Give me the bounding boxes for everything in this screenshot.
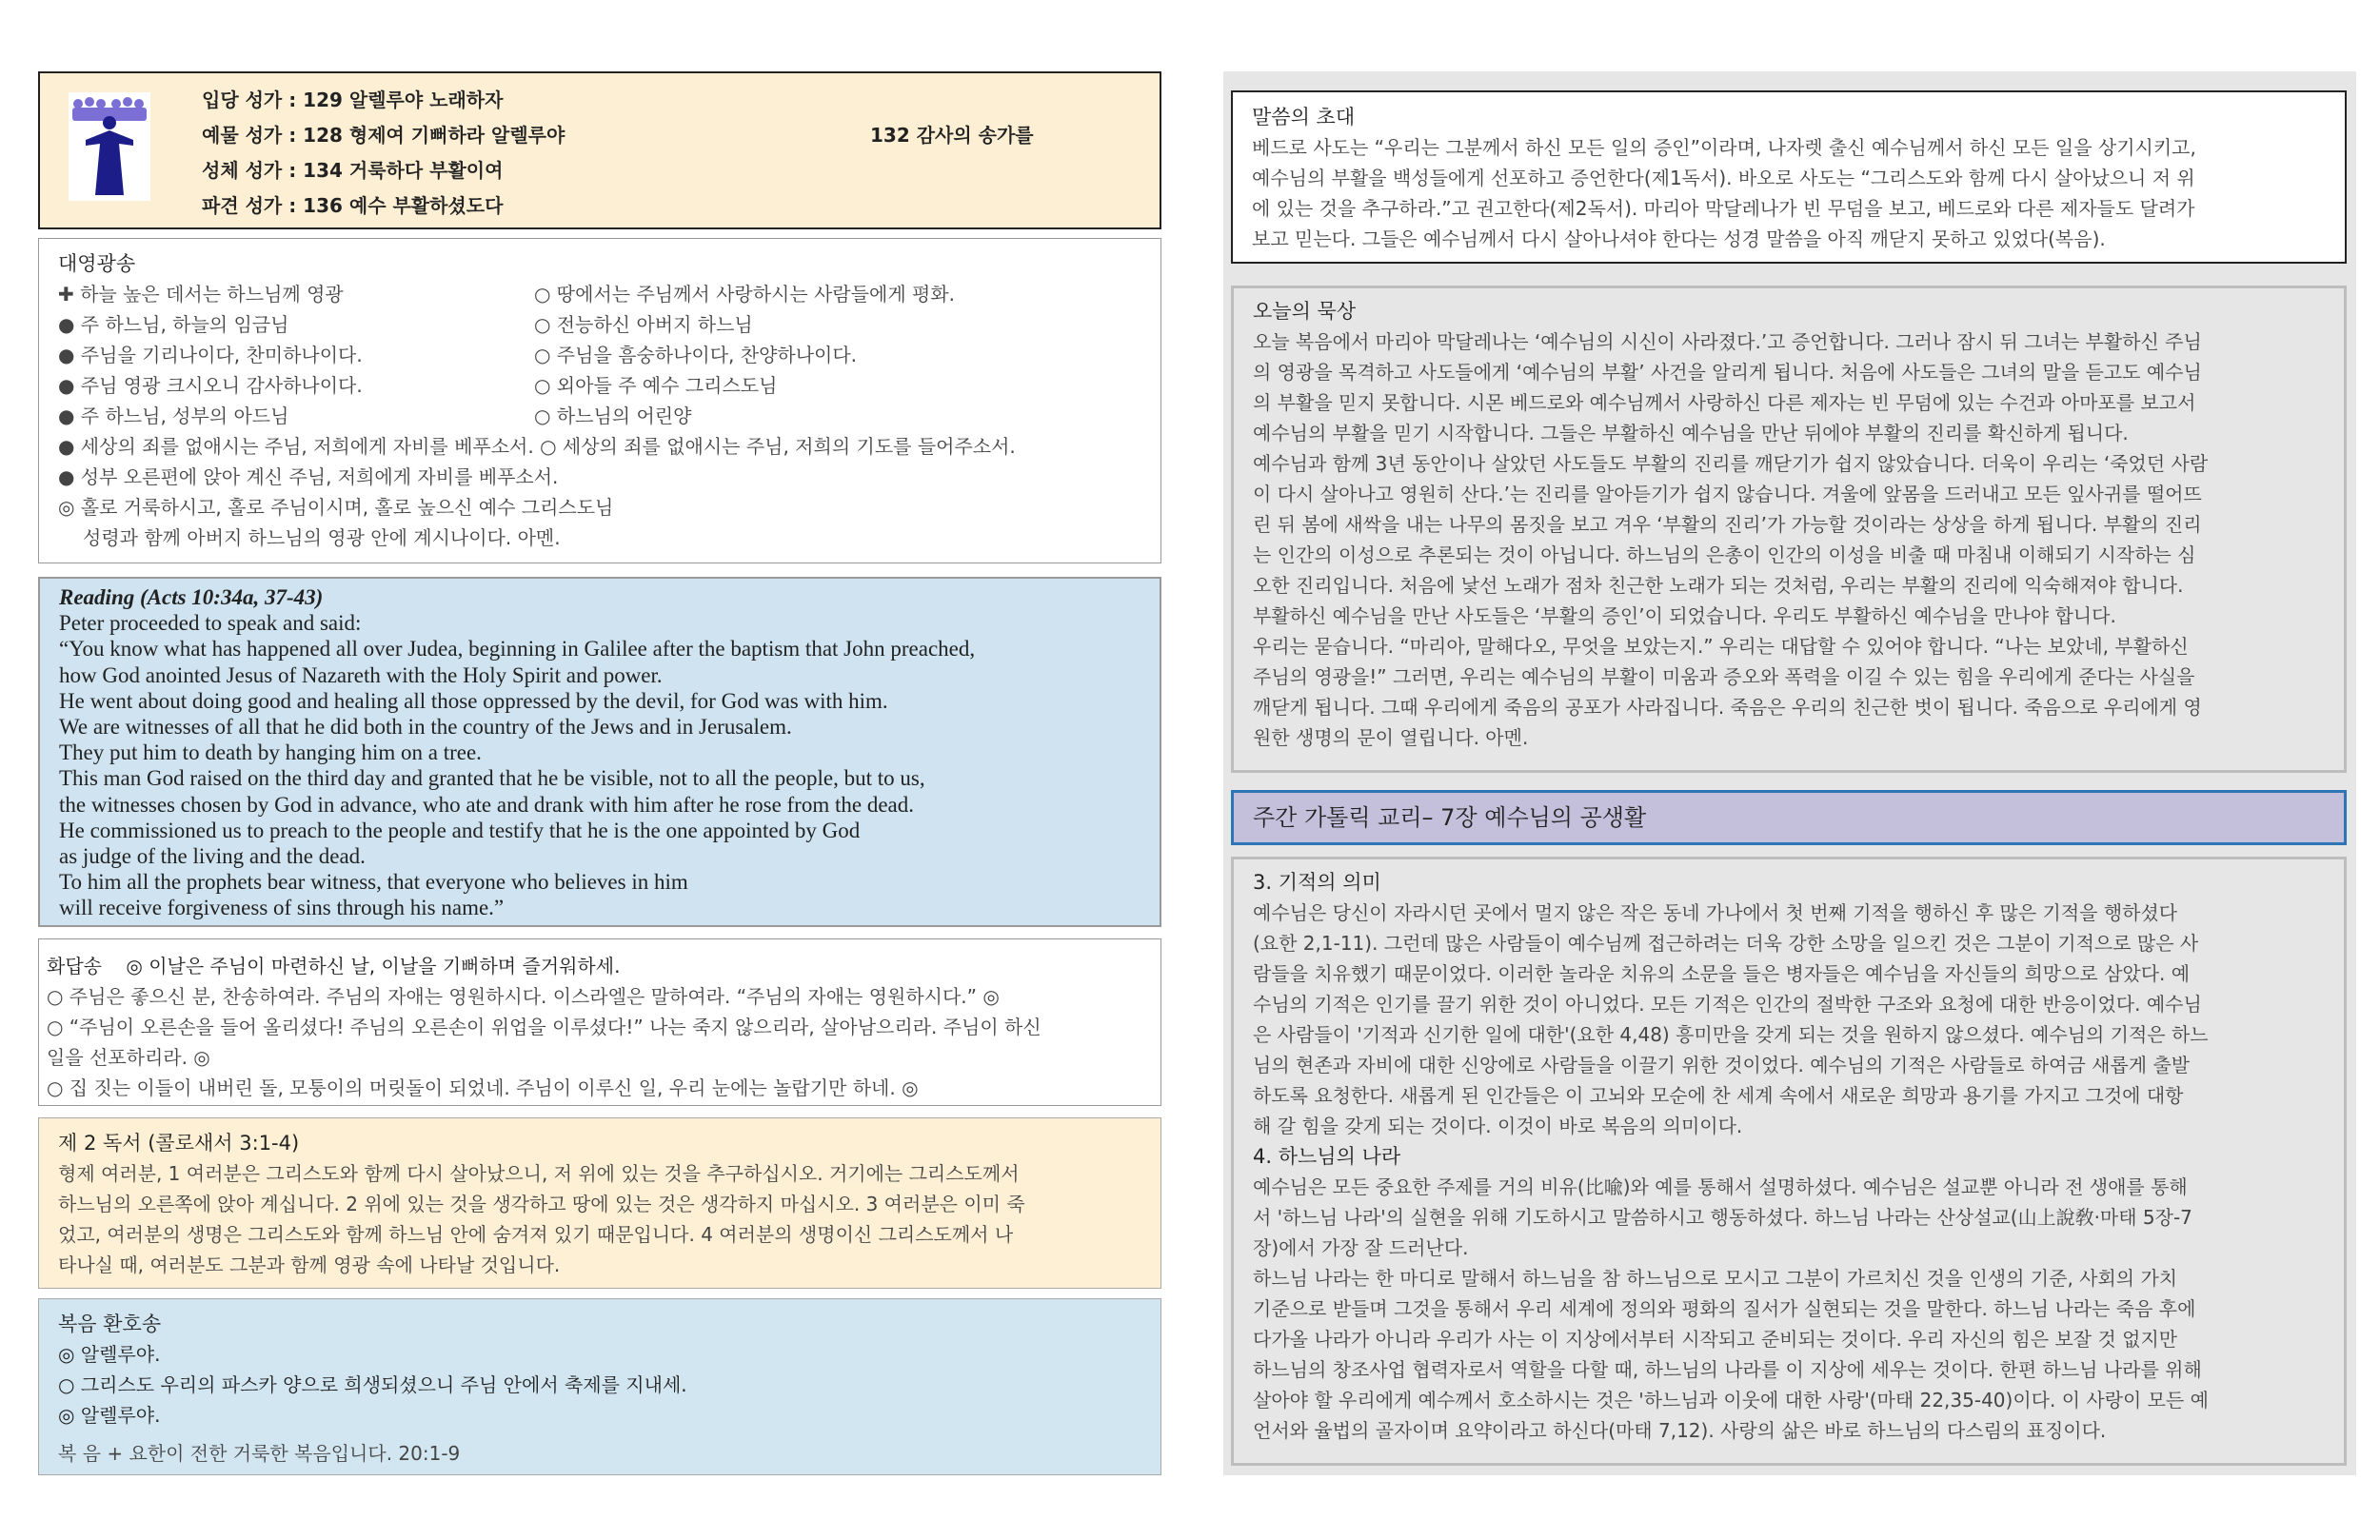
second-reading-line: 하느님의 오른쪽에 앉아 계십니다. 2 위에 있는 것을 생각하고 땅에 있는 것은 생각하지 마십시오. 3 여러분은 이미 죽 (58, 1193, 1025, 1215)
invitation-line: 보고 믿는다. 그들은 예수님께서 다시 살아나셔야 한다는 성경 말씀을 아직 깨닫지 못하고 있었다(복음). (1252, 227, 2106, 250)
psalm-box (38, 938, 1161, 1106)
meditation-title: 오늘의 묵상 (1253, 300, 1357, 323)
catechism-line: 하도록 요청한다. 새롭게 된 인간들은 이 고뇌와 모순에 찬 세계 속에서 새로운 희망과 용기를 가지고 그것에 대항 (1253, 1084, 2184, 1107)
catechism-line: 다가올 나라가 아니라 우리가 사는 이 지상에서부터 시작되고 준비되는 것이다. 우리 자신의 힘은 보잘 것 없지만 (1253, 1328, 2178, 1351)
reading-line: how God anointed Jesus of Nazareth with the Holy Spirit and power. (59, 662, 663, 687)
catechism-box (1231, 857, 2347, 1466)
reading-line: the witnesses chosen by God in advance, who ate and drank with him after he rose from the dead. (59, 792, 914, 817)
meditation-line: 린 뒤 봄에 새싹을 내는 나무의 몸짓을 보고 겨우 ‘부활의 진리’가 가능할 것이라는 상상을 하게 됩니다. 부활의 진리 (1253, 513, 2202, 536)
meditation-line: 오한 진리입니다. 처음에 낯선 노래가 점차 친근한 노래가 되는 것처럼, 우리는 부활의 진리에 익숙해져야 합니다. (1253, 574, 2184, 597)
gloria-line: ● 주님 영광 크시오니 감사하나이다. (58, 374, 363, 397)
gloria-line: ◎ 홀로 거룩하시고, 홀로 주님이시며, 홀로 높으신 예수 그리스도님 (58, 496, 614, 519)
gloria-box (38, 238, 1161, 563)
invitation-line: 예수님의 부활을 백성들에게 선포하고 증언한다(제1독서). 바오로 사도는 “그리스도와 함께 다시 살아났으니 저 위 (1252, 167, 2195, 189)
psalm-line: ○ 주님은 좋으신 분, 찬송하여라. 주님의 자애는 영원하시다. 이스라엘은 말하여라. “주님의 자애는 영원하시다.” ◎ (47, 985, 1000, 1008)
psalm-line: ○ 집 짓는 이들이 내버린 돌, 모퉁이의 머릿돌이 되었네. 주님이 이루신 일, 우리 눈에는 놀랍기만 하네. ◎ (47, 1076, 919, 1099)
reading-line: He went about doing good and healing all those oppressed by the devil, for God was with him. (59, 688, 888, 713)
second-reading-line: 형제 여러분, 1 여러분은 그리스도와 함께 다시 살아났으니, 저 위에 있는 것을 추구하십시오. 거기에는 그리스도께서 (58, 1162, 1020, 1185)
gloria-line: ✚ 하늘 높은 데서는 하느님께 영광 (58, 283, 344, 306)
meditation-line: 의 영광을 목격하고 사도들에게 ‘예수님의 부활’ 사건을 알리게 됩니다. 처음에 사도들은 그녀의 말을 듣고도 예수님 (1253, 361, 2202, 384)
reading-line: “You know what has happened all over Judea, beginning in Galilee after the baptism that John preached, (59, 637, 976, 661)
reading-line: as judge of the living and the dead. (59, 844, 366, 869)
catechism-line: 살아야 할 우리에게 예수께서 호소하시는 것은 '하느님과 이웃에 대한 사랑'(마태 22,35-40)이다. 이 사랑이 모든 예 (1253, 1389, 2210, 1412)
meditation-line: 의 부활을 믿지 못합니다. 시몬 베드로와 예수님께서 사랑하신 다른 제자는 빈 무덤에 있는 수건과 아마포를 보고서 (1253, 391, 2196, 414)
doctrine-banner (1231, 790, 2347, 845)
doctrine-title: 주간 가톨릭 교리– 7장 예수님의 공생활 (1253, 804, 1647, 831)
gloria-right-line: ○ 땅에서는 주님께서 사랑하시는 사람들에게 평화. (534, 283, 955, 306)
gospel-reference: 복 음 + 요한이 전한 거룩한 복음입니다. 20:1-9 (58, 1442, 461, 1465)
catechism-heading: 4. 하느님의 나라 (1253, 1145, 1401, 1168)
meditation-line: 부활하신 예수님을 만난 사도들은 ‘부활의 증인’이 되었습니다. 우리도 부활하신 예수님을 만나야 합니다. (1253, 604, 2116, 627)
invitation-title: 말씀의 초대 (1252, 106, 1356, 128)
gloria-line: ● 주 하느님, 하늘의 임금님 (58, 313, 289, 336)
second-reading-title: 제 2 독서 (콜로새서 3:1-4) (58, 1132, 300, 1155)
recessional-hymn: 파견 성가 : 136 예수 부활하셨도다 (202, 194, 504, 217)
meditation-line: 우리는 묻습니다. “마리아, 말해다오, 무엇을 보았는지.” 우리는 대답할 수 있어야 합니다. “나는 보았네, 부활하신 (1253, 635, 2189, 658)
gloria-right-line: ○ 외아들 주 예수 그리스도님 (534, 374, 778, 397)
gloria-line: ● 세상의 죄를 없애시는 주님, 저희에게 자비를 베푸소서. ○ 세상의 죄를 없애시는 주님, 저희의 기도를 들어주소서. (58, 435, 1016, 458)
catechism-line: 언서와 율법의 골자이며 요약이라고 하신다(마태 7,12). 사랑의 삶은 바로 하느님의 다스림의 표징이다. (1253, 1419, 2107, 1442)
second-reading-line: 타나실 때, 여러분도 그분과 함께 영광 속에 나타날 것입니다. (58, 1254, 561, 1276)
gloria-title: 대영광송 (58, 252, 136, 275)
meditation-line: 예수님과 함께 3년 동안이나 살았던 사도들도 부활의 진리를 깨닫기가 쉽지 않았습니다. 더욱이 우리는 ‘죽었던 사람 (1253, 452, 2209, 475)
psalm-title: 화답송 (47, 955, 102, 977)
reading-title: Reading (Acts 10:34a, 37-43) (59, 585, 324, 609)
invitation-line: 에 있는 것을 추구하라.”고 권고한다(제2독서). 마리아 막달레나가 빈 무덤을 보고, 베드로와 다른 제자들도 달려가 (1252, 197, 2195, 220)
catechism-line: 님의 현존과 자비에 대한 신앙에로 사람들을 이끌기 위한 것이었다. 예수님의 기적은 사람들로 하여금 새롭게 출발 (1253, 1054, 2191, 1076)
meditation-line: 깨닫게 됩니다. 그때 우리에게 죽음의 공포가 사라집니다. 죽음은 우리의 친근한 벗이 됩니다. 죽음으로 우리에게 영 (1253, 696, 2202, 719)
acclamation-line: ○ 그리스도 우리의 파스카 양으로 희생되셨으니 주님 안에서 축제를 지내세. (58, 1373, 687, 1396)
hymn-box (38, 71, 1161, 229)
catechism-line: 예수님은 모든 중요한 주제를 거의 비유(比喩)와 예를 통해서 설명하셨다. 예수님은 설교뿐 아니라 전 생애를 통해 (1253, 1175, 2188, 1198)
reading-box (38, 577, 1161, 927)
invitation-box (1231, 90, 2347, 264)
gloria-line: ● 주님을 기리나이다, 찬미하나이다. (58, 344, 363, 366)
reading-line: They put him to death by hanging him on a tree. (59, 740, 482, 765)
psalm-response: ◎ 이날은 주님이 마련하신 날, 이날을 기뻐하며 즐거워하세. (126, 955, 621, 977)
catechism-line: 해 갈 힘을 갖게 되는 것이다. 이것이 바로 복음의 의미이다. (1253, 1115, 1743, 1137)
reading-line: He commissioned us to preach to the people and testify that he is the one appointed by God (59, 818, 861, 842)
offertory-hymn-alt: 132 감사의 송가를 (870, 124, 1034, 147)
catechism-line: 수님의 기적은 인기를 끌기 위한 것이 아니었다. 모든 기적은 인간의 절박한 구조와 요청에 대한 반응이었다. 예수님 (1253, 993, 2202, 1016)
meditation-box (1231, 286, 2347, 773)
gloria-line: ● 주 하느님, 성부의 아드님 (58, 405, 289, 427)
catechism-line: 하느님 나라는 한 마디로 말해서 하느님을 참 하느님으로 모시고 그분이 가르치신 것을 인생의 기준, 사회의 가치 (1253, 1267, 2178, 1290)
entrance-hymn: 입당 성가 : 129 알렐루야 노래하자 (202, 89, 504, 111)
catechism-line: 기준으로 받들며 그것을 통해서 우리 세계에 정의와 평화의 질서가 실현되는 것을 말한다. 하느님 나라는 죽음 후에 (1253, 1297, 2196, 1320)
meditation-line: 이 다시 살아나고 영원히 산다.’는 진리를 알아듣기가 쉽지 않습니다. 겨울에 앞몸을 드러내고 모든 잎사귀를 떨어뜨 (1253, 483, 2202, 505)
reading-line: This man God raised on the third day and granted that he be visible, not to all the people, but to us, (59, 766, 925, 791)
catechism-line: 람들을 치유했기 때문이었다. 이러한 놀라운 치유의 소문을 들은 병자들은 예수님을 자신들의 희망으로 삼았다. 예 (1253, 962, 2191, 985)
catechism-line: 하느님의 창조사업 협력자로서 역할을 다할 때, 하느님의 나라를 이 지상에 세우는 것이다. 한편 하느님 나라를 위해 (1253, 1358, 2202, 1381)
meditation-line: 오늘 복음에서 마리아 막달레나는 ‘예수님의 시신이 사라졌다.’고 증언합니다. 그러나 잠시 뒤 그녀는 부활하신 주님 (1253, 330, 2202, 353)
risen-christ-icon (67, 90, 152, 203)
acclamation-box (38, 1298, 1161, 1475)
catechism-line: 서 '하느님 나라'의 실현을 위해 기도하시고 말씀하시고 행동하셨다. 하느님 나라는 산상설교(山上說敎·마태 5장-7 (1253, 1206, 2192, 1229)
reading-line: Peter proceeded to speak and said: (59, 611, 362, 636)
gloria-line: ● 성부 오른편에 앉아 계신 주님, 저희에게 자비를 베푸소서. (58, 465, 559, 488)
catechism-line: 은 사람들이 '기적과 신기한 일에 대한'(요한 4,48) 흥미만을 갖게 되는 것을 원하지 않으셨다. 예수님의 기적은 하느 (1253, 1023, 2209, 1046)
meditation-line: 주님의 영광을!” 그러면, 우리는 예수님의 부활이 미움과 증오와 폭력을 이길 수 있는 힘을 우리에게 준다는 사실을 (1253, 665, 2195, 688)
gloria-right-line: ○ 전능하신 아버지 하느님 (534, 313, 753, 336)
meditation-line: 는 인간의 이성으로 추론되는 것이 아닙니다. 하느님의 은총이 인간의 이성을 비출 때 마침내 이해되기 시작하는 심 (1253, 543, 2196, 566)
meditation-line: 예수님의 부활을 믿기 시작합니다. 그들은 부활하신 예수님을 만난 뒤에야 부활의 진리를 확신하게 됩니다. (1253, 422, 2129, 444)
second-reading-line: 었고, 여러분의 생명은 그리스도와 함께 하느님 안에 숨겨져 있기 때문입니다. 4 여러분의 생명이신 그리스도께서 나 (58, 1223, 1014, 1246)
second-reading-box (38, 1117, 1161, 1289)
acclamation-title: 복음 환호송 (58, 1313, 162, 1335)
invitation-line: 베드로 사도는 “우리는 그분께서 하신 모든 일의 증인”이라며, 나자렛 출신 예수님께서 하신 모든 일을 상기시키고, (1252, 136, 2196, 159)
acclamation-line: ◎ 알렐루야. (58, 1343, 161, 1366)
gloria-right-line: ○ 하느님의 어린양 (534, 405, 692, 427)
psalm-line: ○ “주님이 오른손을 들어 올리셨다! 주님의 오른손이 위업을 이루셨다!” 나는 죽지 않으리라, 살아남으리라. 주님이 하신 (47, 1016, 1041, 1038)
acclamation-line: ◎ 알렐루야. (58, 1404, 161, 1427)
psalm-line: 일을 선포하리라. ◎ (47, 1046, 210, 1069)
communion-hymn: 성체 성가 : 134 거룩하다 부활이여 (202, 159, 504, 182)
catechism-line: 예수님은 당신이 자라시던 곳에서 멀지 않은 작은 동네 가나에서 첫 번째 기적을 행하신 후 많은 기적을 행하셨다 (1253, 901, 2178, 924)
reading-line: We are witnesses of all that he did both in the country of the Jews and in Jerusalem. (59, 715, 792, 740)
catechism-heading: 3. 기적의 의미 (1253, 871, 1381, 894)
gloria-right-line: ○ 주님을 흠숭하나이다, 찬양하나이다. (534, 344, 858, 366)
catechism-line: 장)에서 가장 잘 드러난다. (1253, 1236, 1469, 1259)
catechism-line: (요한 2,1-11). 그런데 많은 사람들이 예수님께 접근하려는 더욱 강한 소망을 일으킨 것은 그분이 기적으로 많은 사 (1253, 932, 2199, 955)
meditation-line: 원한 생명의 문이 열립니다. 아멘. (1253, 726, 1529, 749)
gloria-line: 성령과 함께 아버지 하느님의 영광 안에 계시나이다. 아멘. (83, 526, 561, 549)
reading-line: To him all the prophets bear witness, that everyone who believes in him (59, 870, 688, 895)
offertory-hymn: 예물 성가 : 128 형제여 기뻐하라 알렐루야 (202, 124, 565, 147)
reading-line: will receive forgiveness of sins through his name.” (59, 896, 505, 920)
